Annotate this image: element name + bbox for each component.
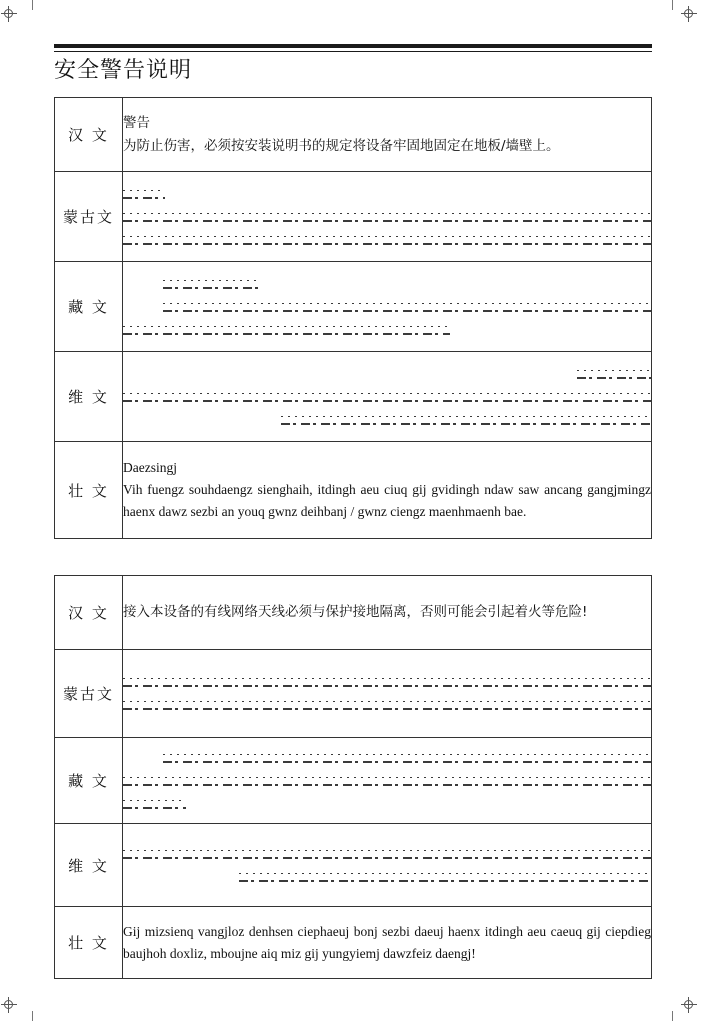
warning-heading: Daezsingj (123, 460, 177, 475)
language-label: 汉 文 (55, 576, 123, 650)
table-row-chinese (55, 98, 652, 172)
language-label: 藏 文 (55, 262, 123, 352)
warning-table-mounting (54, 97, 652, 539)
tibetan-script-text (123, 262, 652, 352)
table-row-zhuang (55, 442, 652, 539)
header-rule-thin (54, 51, 652, 52)
tibetan-script-text (123, 738, 652, 824)
language-label: 藏 文 (55, 738, 123, 824)
warning-text: 为防止伤害，必须按安装说明书的规定将设备牢固地固定在地板/墙壁上。 (123, 137, 560, 154)
content-cell (123, 442, 652, 539)
table-row-tibetan (55, 738, 652, 824)
content-cell (123, 576, 652, 650)
content-cell (123, 907, 652, 979)
crop-mark (32, 0, 33, 10)
warning-text: Vih fuengz souhdaengz sienghaih, itdingh aeu ciuq gij gvidingh ndaw saw ancang gangjmingz haenx dawz sezbi an youq gwnz deihbanj / gwnz ciengz maenhmaenh bae. (123, 482, 651, 519)
warning-heading: 警告 (123, 114, 150, 131)
language-label: 蒙古文 (55, 172, 123, 262)
registration-mark-top-right (681, 6, 697, 22)
header-rule-thick (54, 44, 652, 48)
crop-mark (32, 1011, 33, 1021)
warning-table-grounding (54, 575, 652, 979)
table-row-chinese (55, 576, 652, 650)
uyghur-script-text (123, 824, 652, 907)
table-row-uyghur (55, 824, 652, 907)
registration-mark-top-left (1, 6, 17, 22)
table-row-mongolian (55, 172, 652, 262)
language-label: 汉 文 (55, 98, 123, 172)
uyghur-script-text (123, 352, 652, 442)
language-label: 壮 文 (55, 442, 123, 539)
crop-mark (672, 0, 673, 10)
crop-mark (672, 1011, 673, 1021)
warning-text: 接入本设备的有线网络天线必须与保护接地隔离，否则可能会引起着火等危险! (123, 604, 588, 620)
language-label: 蒙古文 (55, 650, 123, 738)
language-label: 壮 文 (55, 907, 123, 979)
mongolian-script-text (123, 650, 652, 738)
registration-mark-bottom-right (681, 997, 697, 1013)
mongolian-script-text (123, 172, 652, 262)
table-row-zhuang (55, 907, 652, 979)
page-title: 安全警告说明 (54, 58, 193, 83)
registration-mark-bottom-left (1, 997, 17, 1013)
language-label: 维 文 (55, 824, 123, 907)
table-row-tibetan (55, 262, 652, 352)
warning-text: Gij mizsienq vangjloz denhsen ciephaeuj bonj sezbi daeuj haenx itdingh aeu caeuq gij ciepdieg baujhoh doxliz, mboujne aiq miz gij yungyiemj dawzfeiz daengj! (123, 923, 651, 961)
content-cell (123, 98, 652, 172)
language-label: 维 文 (55, 352, 123, 442)
table-row-mongolian (55, 650, 652, 738)
table-row-uyghur (55, 352, 652, 442)
